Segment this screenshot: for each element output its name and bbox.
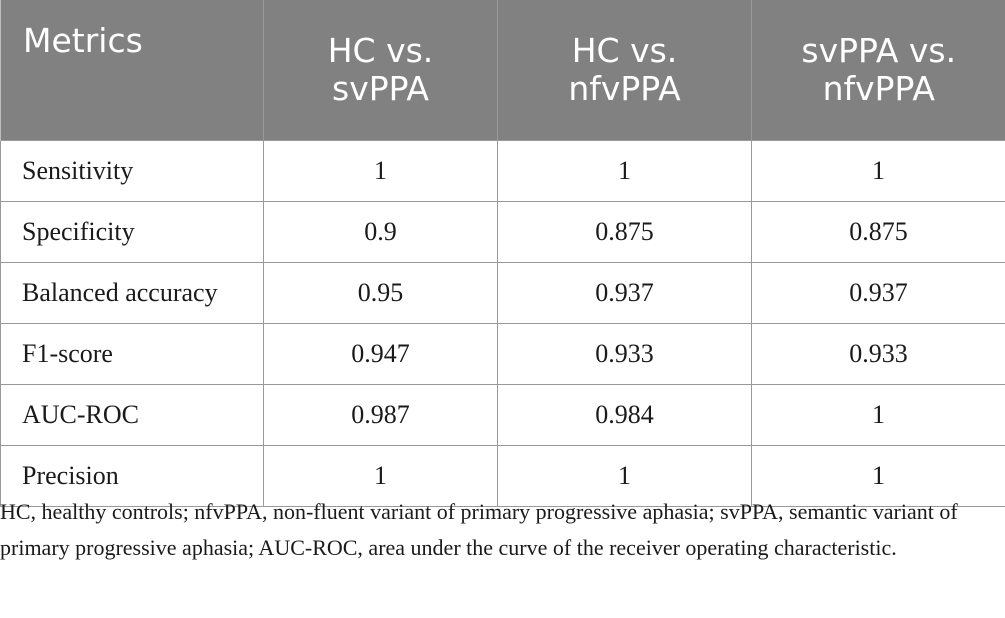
header-hc-vs-svppa-line2: svPPA (332, 69, 429, 108)
table-cell: 1 (264, 446, 498, 507)
header-svppa-vs-nfvppa (752, 0, 1005, 141)
table-header (1, 0, 1005, 141)
table-cell: 0.933 (752, 324, 1005, 385)
table-cell: 0.875 (498, 202, 752, 263)
header-svppa-vs-nfvppa-line2: nfvPPA (822, 69, 935, 108)
row-label: AUC-ROC (1, 385, 264, 446)
header-svppa-vs-nfvppa-line1: svPPA vs. (801, 31, 957, 70)
table-row (1, 385, 1005, 446)
table-cell: 0.937 (498, 263, 752, 324)
table-cell: 0.947 (264, 324, 498, 385)
table-cell: 1 (752, 385, 1005, 446)
row-label: Balanced accuracy (1, 263, 264, 324)
table-body (1, 141, 1005, 507)
table-cell: 1 (752, 446, 1005, 507)
row-label: F1-score (1, 324, 264, 385)
table-cell: 0.937 (752, 263, 1005, 324)
table-cell: 1 (752, 141, 1005, 202)
table-cell: 0.9 (264, 202, 498, 263)
row-label: Specificity (1, 202, 264, 263)
row-label: Precision (1, 446, 264, 507)
table-cell: 0.95 (264, 263, 498, 324)
header-hc-vs-svppa-line1: HC vs. (327, 31, 434, 70)
header-hc-vs-nfvppa-line2: nfvPPA (568, 69, 681, 108)
row-label: Sensitivity (1, 141, 264, 202)
table-row (1, 263, 1005, 324)
header-metrics (1, 0, 264, 141)
header-hc-vs-svppa (264, 0, 498, 141)
header-metrics-label: Metrics (23, 21, 143, 60)
table-row (1, 141, 1005, 202)
table-footnote: HC, healthy controls; nfvPPA, non-fluent variant of primary progressive aphasia; svPPA, semantic variant of primary progressive aphasia; AUC-ROC, area under the curve of the receiver operating characteristic. (0, 499, 958, 560)
table-cell: 0.875 (752, 202, 1005, 263)
table-cell: 0.933 (498, 324, 752, 385)
header-row (1, 0, 1005, 141)
table-cell: 0.984 (498, 385, 752, 446)
table-row (1, 324, 1005, 385)
table-cell: 1 (264, 141, 498, 202)
table-cell: 1 (498, 141, 752, 202)
header-hc-vs-nfvppa-line1: HC vs. (571, 31, 678, 70)
table-row (1, 202, 1005, 263)
table-cell: 1 (498, 446, 752, 507)
table-cell: 0.987 (264, 385, 498, 446)
header-hc-vs-nfvppa (498, 0, 752, 141)
